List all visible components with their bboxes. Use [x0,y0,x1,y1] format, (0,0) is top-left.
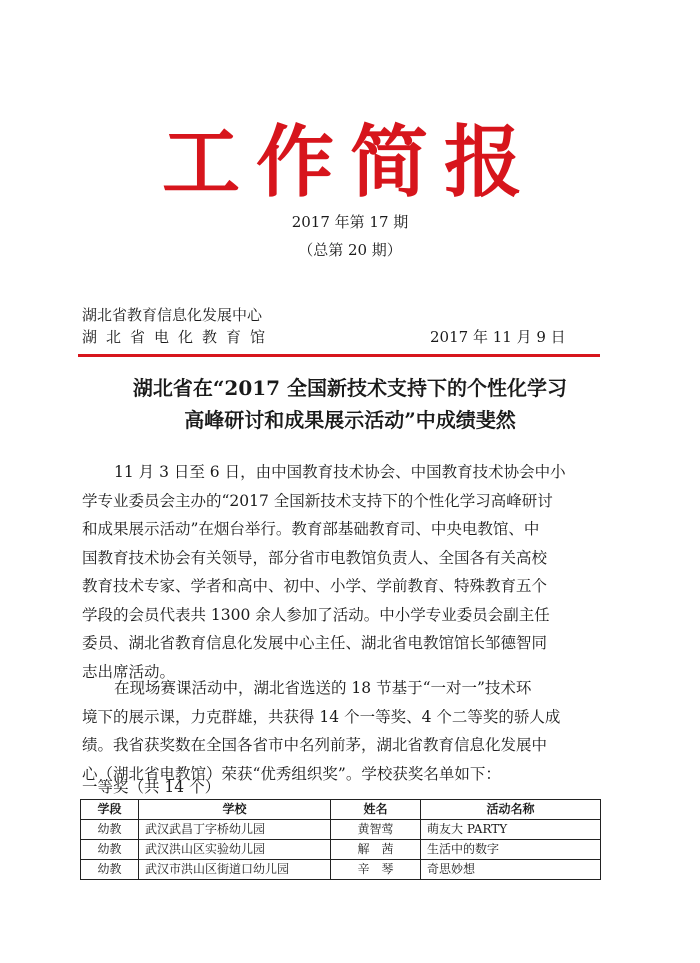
paragraph-line: 委员、湖北省教育信息化发展中心主任、湖北省电教馆馆长邹德智同 [82,634,548,652]
cell-activity: 萌友大 PARTY [421,820,601,840]
cell-activity: 生活中的数字 [421,840,601,860]
table-row [81,840,601,860]
cell-stage: 幼教 [81,860,139,880]
cell-school: 武汉洪山区实验幼儿园 [139,840,331,860]
awards-table [80,799,601,880]
cell-name: 黄智莺 [331,820,421,840]
column-header-activity: 活动名称 [421,800,601,820]
masthead-title: 工作简报 [161,118,538,208]
red-divider-rule [78,354,600,357]
table-header-row [81,800,601,820]
paragraph-line: 教育技术专家、学者和高中、初中、小学、学前教育、特殊教育五个 [82,577,548,595]
table-row [81,820,601,840]
column-header-name: 姓名 [331,800,421,820]
paragraph-line: 和成果展示活动”在烟台举行。教育部基础教育司、中央电教馆、中 [82,520,540,538]
cell-school: 武汉武昌丁字桥幼儿园 [139,820,331,840]
cell-school: 武汉市洪山区街道口幼儿园 [139,860,331,880]
article-paragraph-1 [82,458,600,686]
paragraph-line: 在现场赛课活动中，湖北省选送的 18 节基于“一对一”技术环 [114,679,532,697]
paragraph-line: 心（湖北省电教馆）荣获“优秀组织奖”。学校获奖名单如下： [82,764,501,783]
awards-caption: 一等奖（共 14 个） [82,778,221,796]
issuing-org-1: 湖北省教育信息化发展中心 [82,306,263,324]
article-title-line-1: 湖北省在“2017 全国新技术支持下的个性化学习 [132,376,568,400]
cell-stage: 幼教 [81,820,139,840]
total-issue-number: （总第 20 期） [298,241,402,259]
paragraph-line: 境下的展示课，力克群雄，共获得 14 个一等奖、4 个二等奖的骄人成 [82,707,561,726]
paragraph-line: 国教育技术协会有关领导，部分省市电教馆负责人、全国各有关高校 [82,548,548,567]
paragraph-line: 学专业委员会主办的“2017 全国新技术支持下的个性化学习高峰研讨 [82,491,553,510]
cell-stage: 幼教 [81,840,139,860]
cell-activity: 奇思妙想 [421,860,601,880]
issue-number: 2017 年第 17 期 [291,213,409,231]
paragraph-line: 绩。我省获奖数在全国各省市中名列前茅，湖北省教育信息化发展中 [82,736,548,754]
issuing-org-2: 湖北省电化教育馆 [82,328,275,346]
article-title-line-2: 高峰研讨和成果展示活动”中成绩斐然 [184,408,516,432]
cell-name: 辛 琴 [331,860,421,880]
cell-name: 解 茜 [331,840,421,860]
issue-date: 2017 年 11 月 9 日 [430,328,566,346]
table-row [81,860,601,880]
paragraph-line: 11 月 3 日至 6 日，由中国教育技术协会、中国教育技术协会中小 [114,463,566,481]
paragraph-line: 志出席活动。 [82,662,176,681]
column-header-school: 学校 [139,800,331,820]
paragraph-line: 学段的会员代表共 1300 余人参加了活动。中小学专业委员会副主任 [82,605,550,624]
column-header-stage: 学段 [81,800,139,820]
article-paragraph-2 [82,674,600,788]
